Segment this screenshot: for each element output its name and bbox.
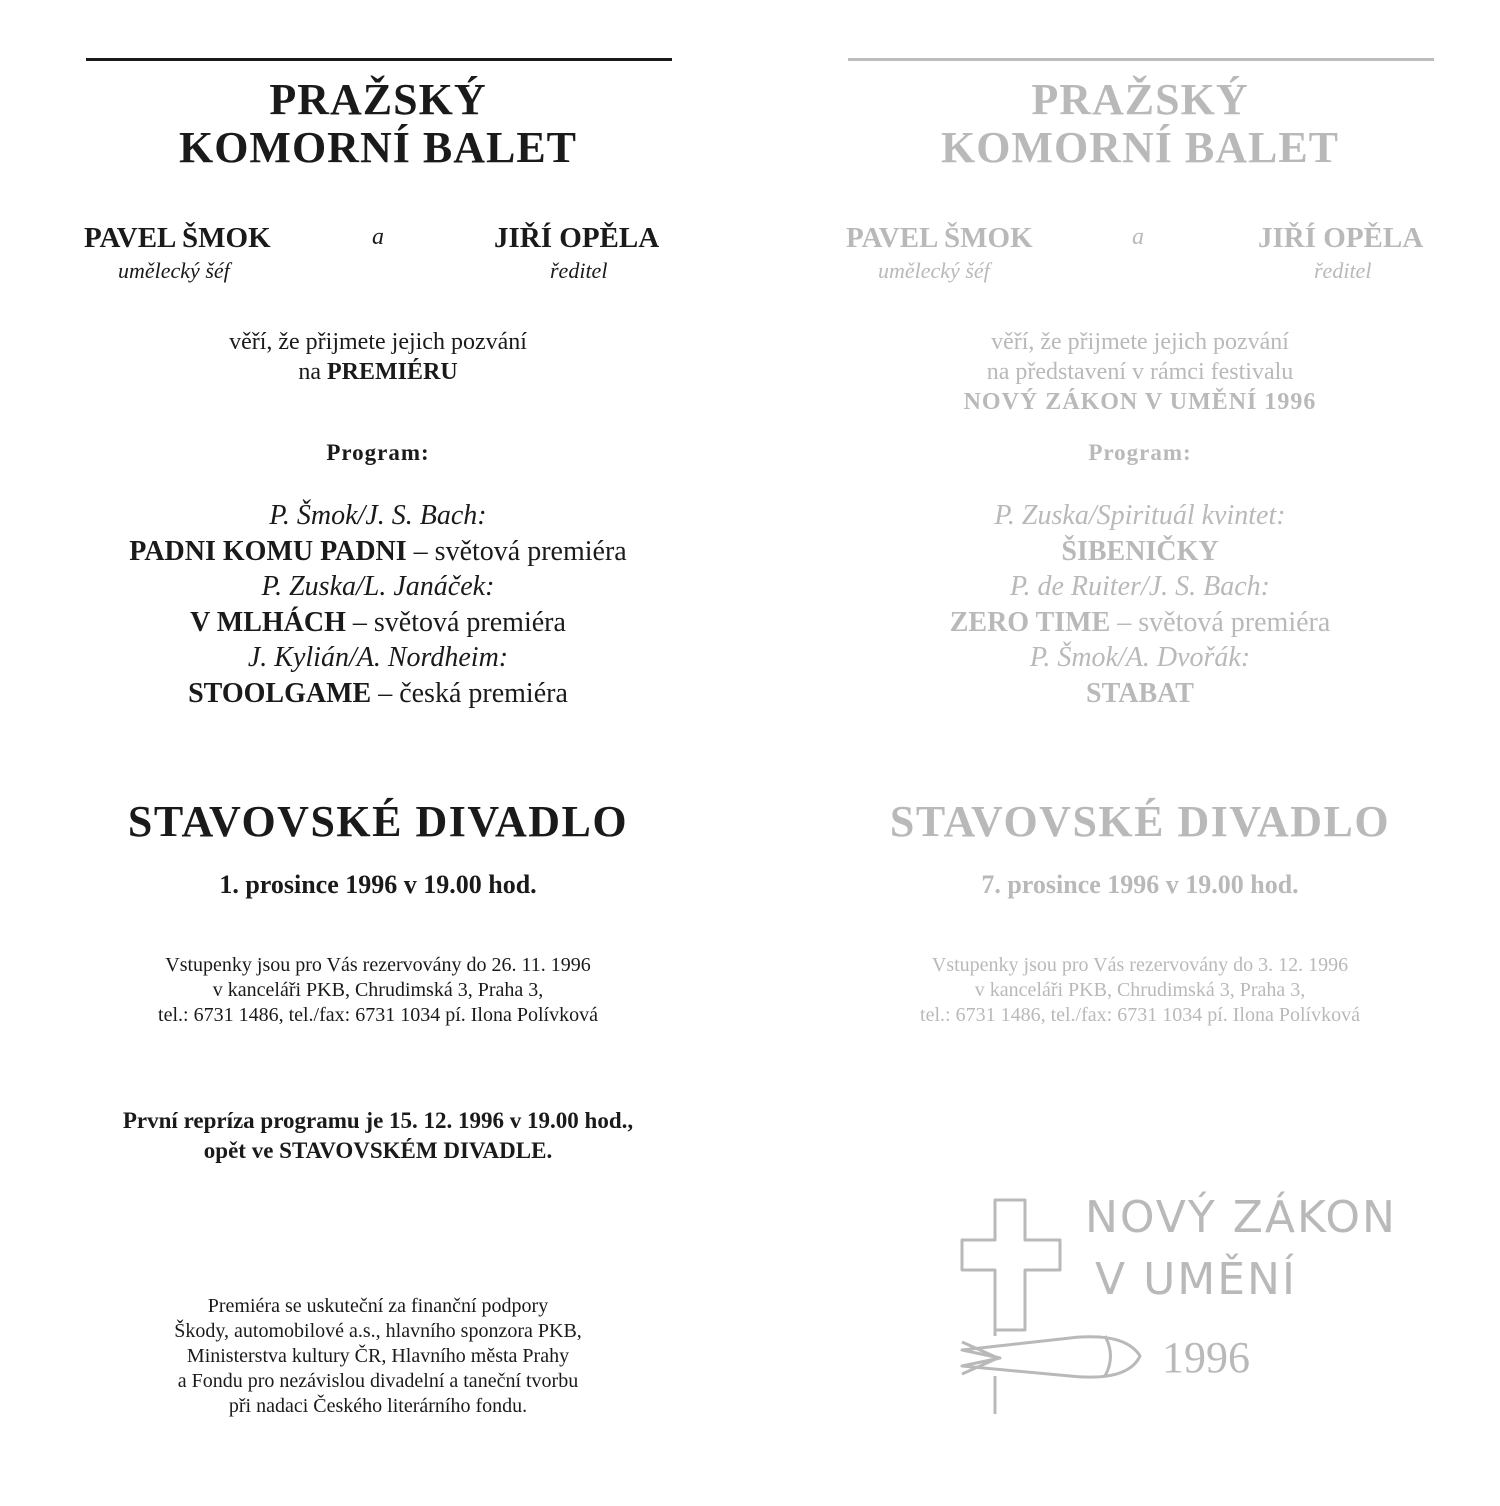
program-note: – světová premiéra — [345, 606, 566, 638]
invitation-text — [68, 327, 688, 387]
program-note: – světová premiéra — [1110, 606, 1331, 638]
program-composer: P. Zuska/L. Janáček: — [261, 571, 495, 602]
company-title — [68, 76, 688, 172]
company-title — [830, 76, 1450, 172]
program-work-line — [830, 534, 1450, 570]
person2-role: ředitel — [1314, 258, 1372, 283]
invite-line-1: věří, že přijmete jejich pozvání — [229, 329, 527, 355]
logo-year: 1996 — [1162, 1333, 1250, 1382]
right-invitation — [830, 0, 1450, 1506]
invite-line-1: věří, že přijmete jejich pozvání — [991, 329, 1289, 355]
program-list — [830, 498, 1450, 711]
conjunction: a — [1132, 224, 1144, 250]
program-composer: P. de Ruiter/J. S. Bach: — [1010, 571, 1270, 602]
person1-role: umělecký šéf — [118, 258, 230, 283]
program-composer: P. Šmok/A. Dvořák: — [1029, 642, 1251, 673]
title-line-2: KOMORNÍ BALET — [940, 123, 1340, 172]
program-composer: P. Zuska/Spirituál kvintet: — [994, 500, 1286, 531]
invite-line-2: na představení v rámci festivalu — [986, 359, 1294, 385]
person2-name: JIŘÍ OPĚLA — [1258, 222, 1424, 254]
invite-bold: PREMIÉRU — [326, 359, 458, 385]
program-composer: J. Kylián/A. Nordheim: — [247, 642, 509, 673]
program-composer: P. Šmok/J. S. Bach: — [269, 500, 487, 531]
program-work: ZERO TIME — [949, 606, 1111, 638]
program-label: Program: — [1088, 440, 1192, 465]
program-work-line — [68, 676, 688, 712]
performance-date: 7. prosince 1996 v 19.00 hod. — [981, 870, 1299, 899]
reprise-info — [68, 1106, 688, 1166]
ticket-line-1: Vstupenky jsou pro Vás rezervovány do 3. 12. 1996 — [931, 954, 1349, 976]
ticket-line-2: v kanceláři PKB, Chrudimská 3, Praha 3, — [212, 979, 544, 1001]
ticket-line-3: tel.: 6731 1486, tel./fax: 6731 1034 pí. Ilona Polívková — [920, 1004, 1360, 1026]
program-work: ŠIBENIČKY — [1061, 535, 1219, 567]
title-line-1: PRAŽSKÝ — [269, 75, 487, 124]
program-work: STOOLGAME — [188, 677, 372, 709]
performance-date: 1. prosince 1996 v 19.00 hod. — [219, 870, 537, 899]
reprise-line-2: opět ve STAVOVSKÉM DIVADLE. — [203, 1138, 553, 1163]
festival-name: NOVÝ ZÁKON V UMĚNÍ 1996 — [963, 389, 1317, 415]
ticket-line-3: tel.: 6731 1486, tel./fax: 6731 1034 pí. Ilona Polívková — [158, 1004, 598, 1026]
support-line-3: Ministerstva kultury ČR, Hlavního města Prahy — [186, 1345, 570, 1367]
invite-prefix: na — [298, 359, 327, 385]
festival-logo — [890, 1170, 1450, 1430]
person2-role: ředitel — [550, 258, 608, 283]
invite-line-3 — [830, 387, 1450, 417]
support-line-2: Škody, automobilové a.s., hlavního sponzora PKB, — [174, 1320, 582, 1342]
program-note: – světová premiéra — [406, 535, 627, 567]
person1-name: PAVEL ŠMOK — [84, 222, 271, 254]
invite-line-2 — [68, 357, 688, 387]
logo-line-1: NOVÝ ZÁKON — [1085, 1192, 1397, 1243]
person2-name: JIŘÍ OPĚLA — [494, 222, 660, 254]
sponsor-info — [68, 1294, 688, 1419]
program-work-line — [68, 605, 688, 641]
program-work-line — [830, 605, 1450, 641]
person1-role: umělecký šéf — [878, 258, 990, 283]
invitation-text — [830, 327, 1450, 417]
program-label: Program: — [326, 440, 430, 465]
title-line-1: PRAŽSKÝ — [1031, 75, 1249, 124]
program-note: – česká premiéra — [371, 677, 568, 709]
ticket-line-2: v kanceláři PKB, Chrudimská 3, Praha 3, — [974, 979, 1306, 1001]
program-work: STABAT — [1086, 677, 1194, 709]
top-rule — [848, 58, 1434, 61]
top-rule — [86, 58, 672, 61]
program-work-line — [68, 534, 688, 570]
venue-title: STAVOVSKÉ DIVADLO — [127, 797, 629, 846]
ticket-line-1: Vstupenky jsou pro Vás rezervovány do 26. 11. 1996 — [165, 954, 591, 976]
left-invitation — [68, 0, 688, 1506]
conjunction: a — [372, 224, 384, 250]
support-line-1: Premiéra se uskuteční za finanční podpory — [207, 1295, 549, 1317]
program-work: PADNI KOMU PADNI — [129, 535, 407, 567]
program-work: V MLHÁCH — [190, 606, 346, 638]
ticket-info — [830, 953, 1450, 1028]
ticket-info — [68, 953, 688, 1028]
title-line-2: KOMORNÍ BALET — [178, 123, 578, 172]
logo-line-2: V UMĚNÍ — [1095, 1254, 1297, 1305]
program-list — [68, 498, 688, 711]
reprise-line-1: První repríza programu je 15. 12. 1996 v 19.00 hod., — [122, 1108, 634, 1133]
program-work-line — [830, 676, 1450, 712]
support-line-5: při nadaci Českého literárního fondu. — [228, 1395, 528, 1417]
support-line-4: a Fondu pro nezávislou divadelní a taneční tvorbu — [177, 1370, 579, 1392]
venue-title: STAVOVSKÉ DIVADLO — [889, 797, 1391, 846]
person1-name: PAVEL ŠMOK — [846, 222, 1033, 254]
